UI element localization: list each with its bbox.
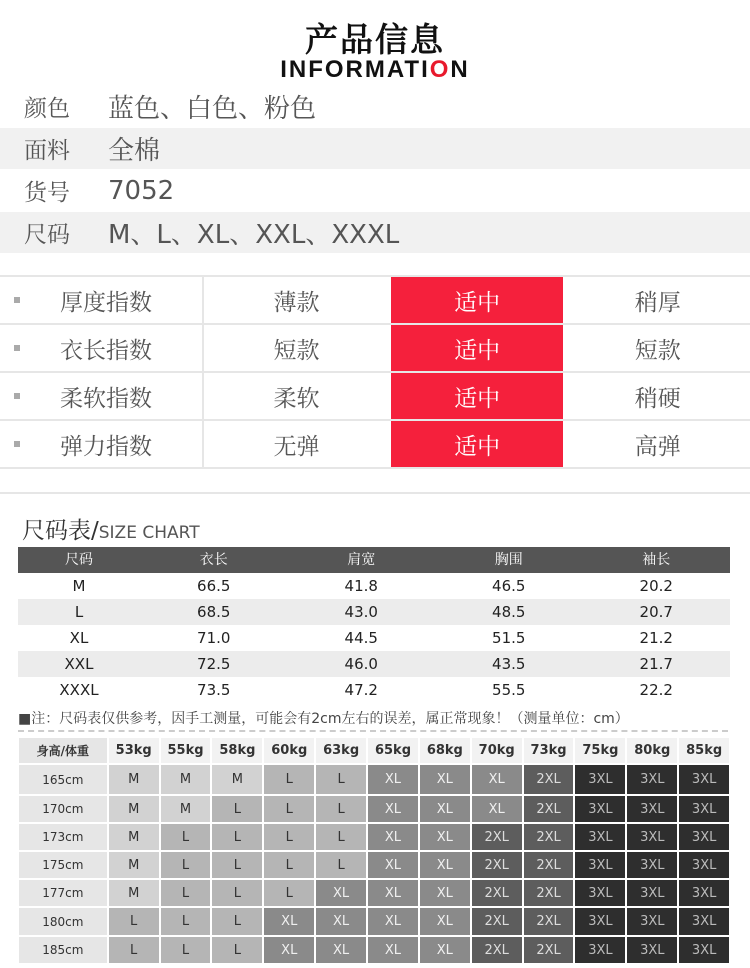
info-row-fabric [0, 128, 750, 169]
hw-row [19, 765, 731, 794]
table-cell: 68.5 [197, 603, 231, 621]
table-row [18, 625, 730, 651]
hw-size-cell: 3XL [627, 908, 677, 935]
index-label [0, 373, 204, 419]
hw-size-cell: 3XL [679, 880, 729, 906]
hw-size-cell: M [109, 852, 159, 878]
bullet-icon [14, 345, 20, 351]
index-option-selected: 适中 [391, 373, 564, 419]
table-cell: XXXL [59, 681, 99, 699]
hw-size-cell: L [316, 852, 366, 878]
table-cell: 55.5 [492, 681, 526, 699]
table-cell: 72.5 [197, 655, 231, 673]
column-header: 肩宽 [347, 552, 376, 568]
index-row-softness [0, 373, 750, 421]
hw-size-cell: 2XL [472, 937, 522, 963]
hw-size-cell: XL [264, 908, 314, 935]
table-cell: 47.2 [344, 681, 378, 699]
hw-size-cell: L [161, 824, 211, 850]
size-chart-section [0, 492, 750, 734]
hw-weight-header: 75kg [575, 738, 625, 763]
index-row-elasticity [0, 421, 750, 469]
hw-size-cell: XL [264, 937, 314, 963]
table-row [18, 651, 730, 677]
info-key: 货号 [24, 180, 70, 206]
hw-weight-header: 55kg [161, 738, 211, 763]
info-row-size [0, 212, 750, 253]
hw-size-cell: 2XL [524, 852, 574, 878]
hw-size-cell: 3XL [627, 796, 677, 822]
bullet-icon [14, 393, 20, 399]
table-cell: 20.7 [639, 603, 673, 621]
index-option-selected: 适中 [391, 277, 564, 323]
info-value: 蓝色、白色、粉色 [108, 94, 317, 124]
column-header: 衣长 [199, 552, 228, 568]
hw-size-cell: L [212, 824, 262, 850]
header [0, 0, 750, 86]
info-value: M、L、XL、XXL、XXXL [108, 220, 400, 250]
size-chart-title-cn: 尺码表/ [22, 518, 99, 544]
hw-size-cell: 3XL [679, 908, 729, 935]
hw-size-cell: XL [368, 852, 418, 878]
height-weight-grid [19, 738, 731, 965]
info-key: 尺码 [24, 222, 70, 248]
hw-size-cell: L [109, 908, 159, 935]
table-cell: 22.2 [639, 681, 673, 699]
title-en [0, 56, 750, 84]
hw-size-cell: XL [368, 796, 418, 822]
hw-size-cell: XL [368, 908, 418, 935]
hw-size-cell: 2XL [472, 824, 522, 850]
hw-size-cell: L [316, 824, 366, 850]
hw-size-cell: XL [420, 880, 470, 906]
info-row-color [0, 86, 750, 127]
table-cell: 44.5 [344, 629, 378, 647]
hw-weight-header: 65kg [368, 738, 418, 763]
hw-size-cell: XL [420, 765, 470, 794]
hw-size-cell: 3XL [627, 880, 677, 906]
hw-size-cell: 2XL [524, 908, 574, 935]
index-option-selected: 适中 [391, 421, 564, 467]
index-option: 短款 [634, 337, 681, 364]
hw-weight-header: 53kg [109, 738, 159, 763]
index-row-thickness [0, 277, 750, 325]
index-option: 薄款 [273, 289, 320, 316]
hw-size-cell: 2XL [472, 908, 522, 935]
table-cell: 20.2 [639, 577, 673, 595]
table-cell: 46.0 [344, 655, 378, 673]
hw-weight-header: 70kg [472, 738, 522, 763]
hw-height-label: 173cm [19, 824, 107, 850]
hw-size-cell: L [212, 908, 262, 935]
hw-size-cell: 3XL [679, 824, 729, 850]
index-label [0, 325, 204, 371]
info-value: 7052 [108, 175, 175, 206]
index-table [0, 275, 750, 469]
hw-size-cell: XL [368, 937, 418, 963]
info-value: 全棉 [108, 136, 161, 166]
table-row [18, 599, 730, 625]
title-en-part2: N [450, 56, 470, 83]
table-cell: 66.5 [197, 577, 231, 595]
title-en-part1: INFORMATI [280, 56, 430, 83]
hw-size-cell: 2XL [472, 880, 522, 906]
table-cell: 21.7 [639, 655, 673, 673]
index-option: 柔软 [273, 385, 320, 412]
hw-size-cell: 2XL [524, 880, 574, 906]
table-cell: 73.5 [197, 681, 231, 699]
index-option: 稍硬 [634, 385, 681, 412]
info-key: 面料 [24, 138, 70, 164]
hw-size-cell: 3XL [575, 824, 625, 850]
hw-row [19, 908, 731, 935]
hw-row [19, 796, 731, 822]
hw-row [19, 937, 731, 963]
hw-size-cell: L [264, 852, 314, 878]
hw-size-cell: 3XL [679, 937, 729, 963]
hw-size-cell: L [212, 880, 262, 906]
hw-size-cell: L [316, 765, 366, 794]
hw-size-cell: L [161, 908, 211, 935]
hw-size-cell: XL [420, 824, 470, 850]
table-cell: 51.5 [492, 629, 526, 647]
hw-size-cell: 3XL [627, 937, 677, 963]
hw-size-cell: 3XL [627, 765, 677, 794]
table-cell: M [72, 577, 86, 595]
index-option: 无弹 [273, 433, 320, 460]
hw-size-cell: XL [420, 796, 470, 822]
hw-size-cell: XL [368, 824, 418, 850]
index-label-text: 弹力指数 [60, 433, 152, 460]
index-label [0, 277, 204, 323]
hw-size-cell: 3XL [575, 880, 625, 906]
hw-size-cell: 2XL [524, 824, 574, 850]
index-label-text: 衣长指数 [60, 337, 152, 364]
index-option: 短款 [273, 337, 320, 364]
hw-size-cell: L [109, 937, 159, 963]
size-chart-title [22, 512, 200, 545]
column-header: 尺码 [65, 552, 93, 568]
hw-size-cell: XL [368, 880, 418, 906]
index-row-length [0, 325, 750, 373]
hw-size-cell: 3XL [679, 852, 729, 878]
hw-size-cell: M [161, 765, 211, 794]
hw-height-label: 165cm [19, 765, 107, 794]
index-label [0, 421, 204, 467]
hw-size-cell: L [212, 852, 262, 878]
table-cell: 48.5 [492, 603, 526, 621]
table-cell: 41.8 [344, 577, 378, 595]
hw-height-label: 177cm [19, 880, 107, 906]
hw-size-cell: M [109, 796, 159, 822]
hw-size-cell: XL [368, 765, 418, 794]
hw-weight-header: 68kg [420, 738, 470, 763]
hw-size-cell: XL [316, 880, 366, 906]
size-chart-title-en: SIZE CHART [98, 523, 200, 543]
size-chart-header-row [18, 547, 730, 573]
hw-size-cell: L [212, 937, 262, 963]
index-option: 高弹 [634, 433, 681, 460]
hw-size-cell: L [264, 880, 314, 906]
index-label-text: 柔软指数 [60, 385, 152, 412]
hw-size-cell: XL [472, 765, 522, 794]
hw-size-cell: 3XL [575, 908, 625, 935]
table-cell: 21.2 [639, 629, 673, 647]
table-cell: 46.5 [492, 577, 526, 595]
hw-weight-header: 85kg [679, 738, 729, 763]
table-row [18, 573, 730, 599]
table-row [18, 677, 730, 703]
hw-size-cell: 3XL [575, 937, 625, 963]
hw-size-cell: L [212, 796, 262, 822]
hw-row [19, 880, 731, 906]
hw-weight-header: 60kg [264, 738, 314, 763]
hw-size-cell: L [161, 852, 211, 878]
hw-size-cell: M [161, 796, 211, 822]
hw-size-cell: M [109, 765, 159, 794]
hw-size-cell: 2XL [472, 852, 522, 878]
bullet-icon [14, 297, 20, 303]
hw-size-cell: 2XL [524, 765, 574, 794]
hw-header-row [19, 738, 731, 763]
info-list [0, 86, 750, 254]
hw-size-cell: XL [316, 908, 366, 935]
hw-size-cell: L [264, 765, 314, 794]
hw-size-cell: L [264, 824, 314, 850]
hw-weight-header: 63kg [316, 738, 366, 763]
table-cell: 71.0 [197, 629, 231, 647]
hw-size-cell: L [161, 937, 211, 963]
hw-size-cell: 3XL [627, 824, 677, 850]
hw-size-cell: 3XL [575, 852, 625, 878]
hw-row [19, 852, 731, 878]
table-cell: XL [69, 629, 89, 647]
size-chart-table [18, 547, 730, 703]
hw-size-cell: XL [472, 796, 522, 822]
hw-row [19, 824, 731, 850]
bullet-icon [14, 441, 20, 447]
table-cell: XXL [64, 655, 94, 673]
index-option: 稍厚 [634, 289, 681, 316]
column-header: 胸围 [494, 552, 523, 568]
table-cell: L [74, 603, 84, 621]
hw-weight-header: 73kg [524, 738, 574, 763]
hw-size-cell: M [109, 880, 159, 906]
hw-size-cell: 2XL [524, 937, 574, 963]
info-key: 颜色 [24, 96, 70, 122]
hw-size-cell: XL [316, 937, 366, 963]
hw-size-cell: 2XL [524, 796, 574, 822]
hw-size-cell: XL [420, 908, 470, 935]
hw-size-cell: 3XL [627, 852, 677, 878]
hw-weight-header: 58kg [212, 738, 262, 763]
index-option-selected: 适中 [391, 325, 564, 371]
table-cell: 43.0 [344, 603, 378, 621]
hw-size-cell: L [264, 796, 314, 822]
hw-corner: 身高/体重 [19, 738, 107, 763]
hw-size-cell: 3XL [679, 796, 729, 822]
hw-size-cell: 3XL [575, 796, 625, 822]
index-label-text: 厚度指数 [60, 289, 152, 316]
hw-size-cell: L [316, 796, 366, 822]
hw-body [19, 765, 731, 963]
hw-size-cell: M [109, 824, 159, 850]
hw-size-cell: L [161, 880, 211, 906]
hw-height-label: 170cm [19, 796, 107, 822]
hw-height-label: 175cm [19, 852, 107, 878]
dashed-divider [18, 730, 728, 732]
table-cell: 43.5 [492, 655, 526, 673]
hw-size-cell: XL [420, 852, 470, 878]
hw-height-label: 180cm [19, 908, 107, 935]
column-header: 袖长 [642, 552, 671, 568]
hw-size-cell: XL [420, 937, 470, 963]
hw-height-label: 185cm [19, 937, 107, 963]
info-row-item-no [0, 170, 750, 211]
hw-weight-header: 80kg [627, 738, 677, 763]
size-chart-note: ■注：尺码表仅供参考，因手工测量，可能会有2cm左右的误差，属正常现象！（测量单位：cm） [18, 711, 629, 727]
title-cn: 产品信息 [305, 20, 445, 59]
title-en-o: O [429, 56, 451, 83]
hw-size-cell: 3XL [679, 765, 729, 794]
hw-size-cell: M [212, 765, 262, 794]
hw-size-cell: 3XL [575, 765, 625, 794]
